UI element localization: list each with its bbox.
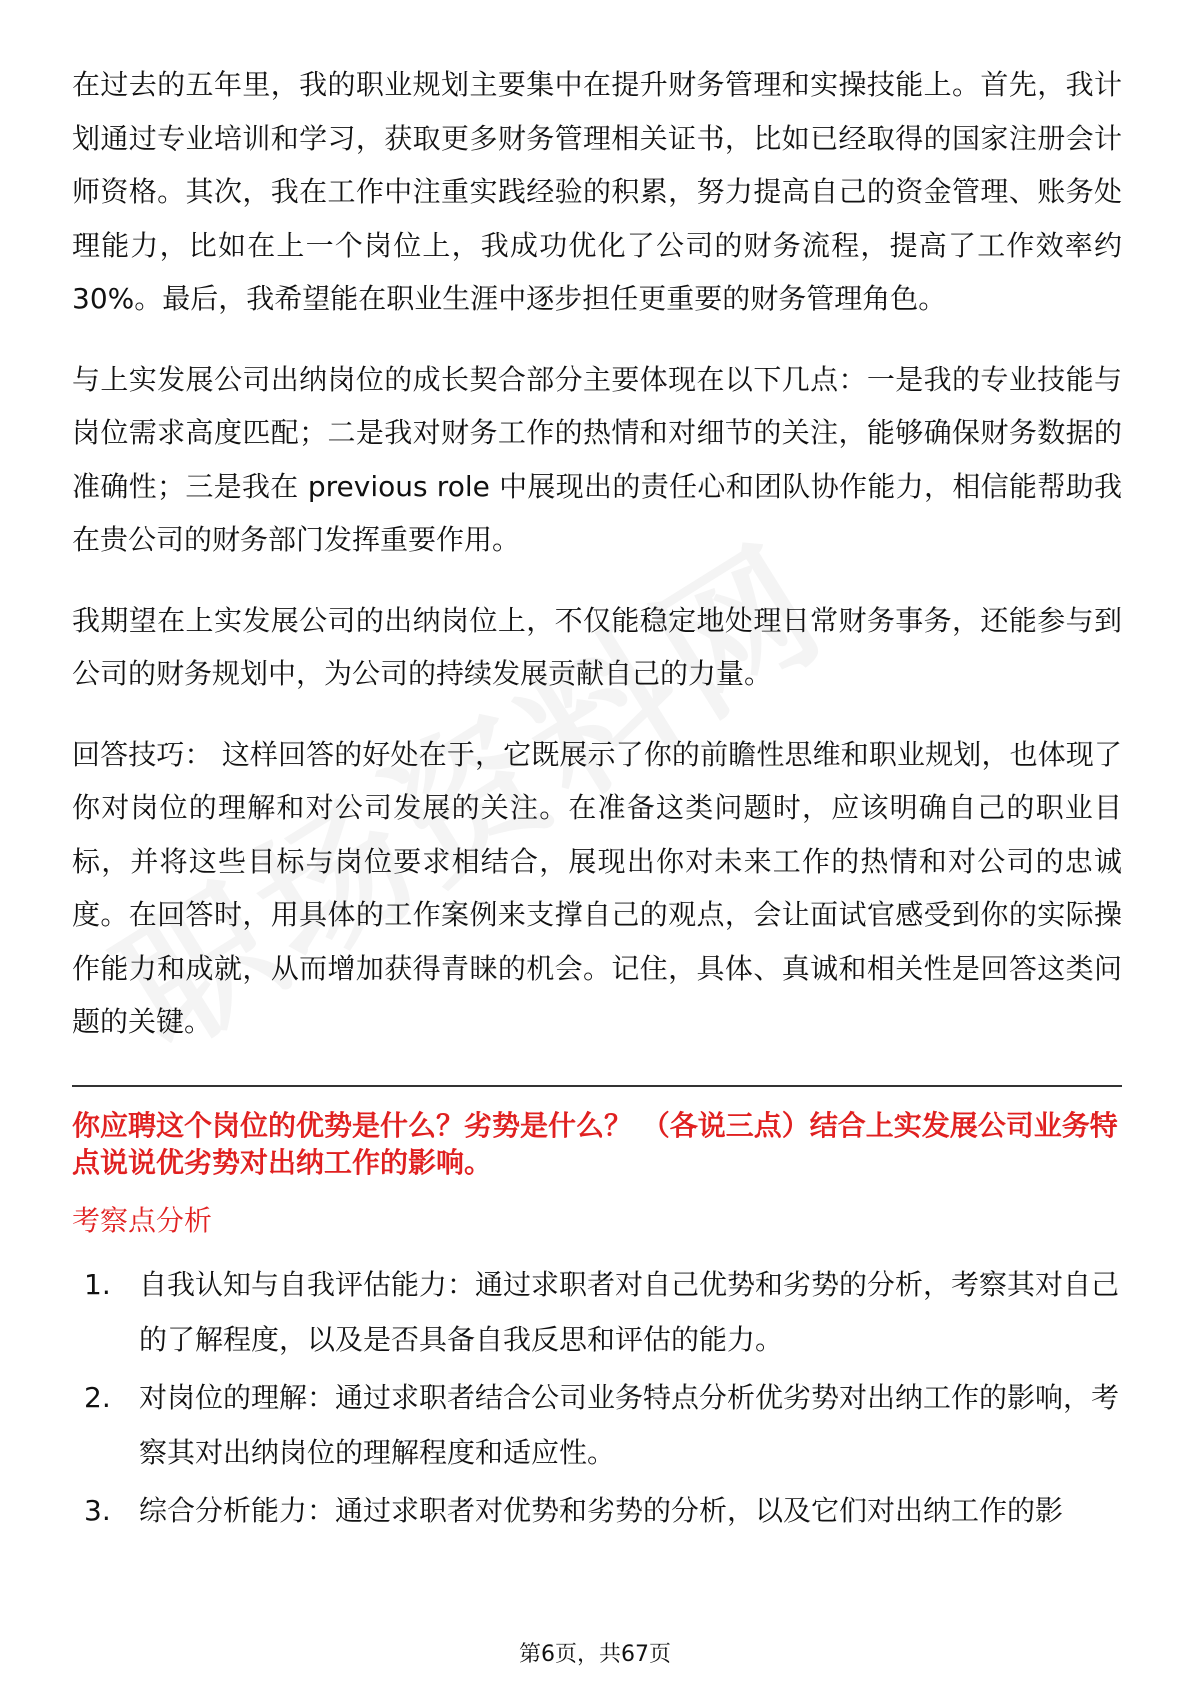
list-number: 2. [84, 1380, 111, 1414]
list-item [84, 1370, 1122, 1480]
list-number: 1. [84, 1267, 111, 1301]
list-item [84, 1257, 1122, 1367]
list-text: 对岗位的理解：通过求职者结合公司业务特点分析优劣势对出纳工作的影响，考察其对出纳岗位的理解程度和适应性。 [139, 1380, 1120, 1469]
answer-paragraph-1: 在过去的五年里，我的职业规划主要集中在提升财务管理和实操技能上。首先，我计划通过专业培训和学习，获取更多财务管理相关证书，比如已经取得的国家注册会计师资格。其次，我在工作中注重实践经验的积累，努力提高自己的资金管理、账务处理能力，比如在上一个岗位上，我成功优化了公司的财务流程，提高了工作效率约30%。最后，我希望能在职业生涯中逐步担任更重要的财务管理角色。 [72, 68, 1122, 315]
analysis-heading: 考察点分析 [72, 1203, 213, 1237]
answer-tips-paragraph: 回答技巧： 这样回答的好处在于，它既展示了你的前瞻性思维和职业规划，也体现了你对岗位的理解和对公司发展的关注。在准备这类问题时，应该明确自己的职业目标，并将这些目标与岗位要求相结合，展现出你对未来工作的热情和对公司的忠诚度。在回答时，用具体的工作案例来支撑自己的观点，会让面试官感受到你的实际操作能力和成就，从而增加获得青睐的机会。记住，具体、真诚和相关性是回答这类问题的关键。 [72, 737, 1122, 1038]
list-text: 自我认知与自我评估能力：通过求职者对自己优势和劣势的分析，考察其对自己的了解程度，以及是否具备自我反思和评估的能力。 [139, 1267, 1120, 1356]
interview-question: 你应聘这个岗位的优势是什么？劣势是什么？ （各说三点）结合上实发展公司业务特点说说优劣势对出纳工作的影响。 [72, 1108, 1118, 1179]
answer-paragraph-2: 与上实发展公司出纳岗位的成长契合部分主要体现在以下几点：一是我的专业技能与岗位需求高度匹配；二是我对财务工作的热情和对细节的关注，能够确保财务数据的准确性；三是我在 previous role 中展现出的责任心和团队协作能力，相信能帮助我在贵公司的财务部门发挥重要作用。 [72, 362, 1122, 556]
list-text: 综合分析能力：通过求职者对优势和劣势的分析，以及它们对出纳工作的影 [139, 1493, 1064, 1527]
list-item [84, 1483, 1122, 1538]
page-content [72, 58, 1122, 1541]
answer-paragraph-3: 我期望在上实发展公司的出纳岗位上，不仅能稳定地处理日常财务事务，还能参与到公司的财务规划中，为公司的持续发展贡献自己的力量。 [72, 603, 1122, 690]
section-divider [72, 1085, 1122, 1087]
analysis-list [72, 1257, 1122, 1538]
list-number: 3. [84, 1493, 111, 1527]
page-number: 第6页，共67页 [519, 1642, 671, 1667]
